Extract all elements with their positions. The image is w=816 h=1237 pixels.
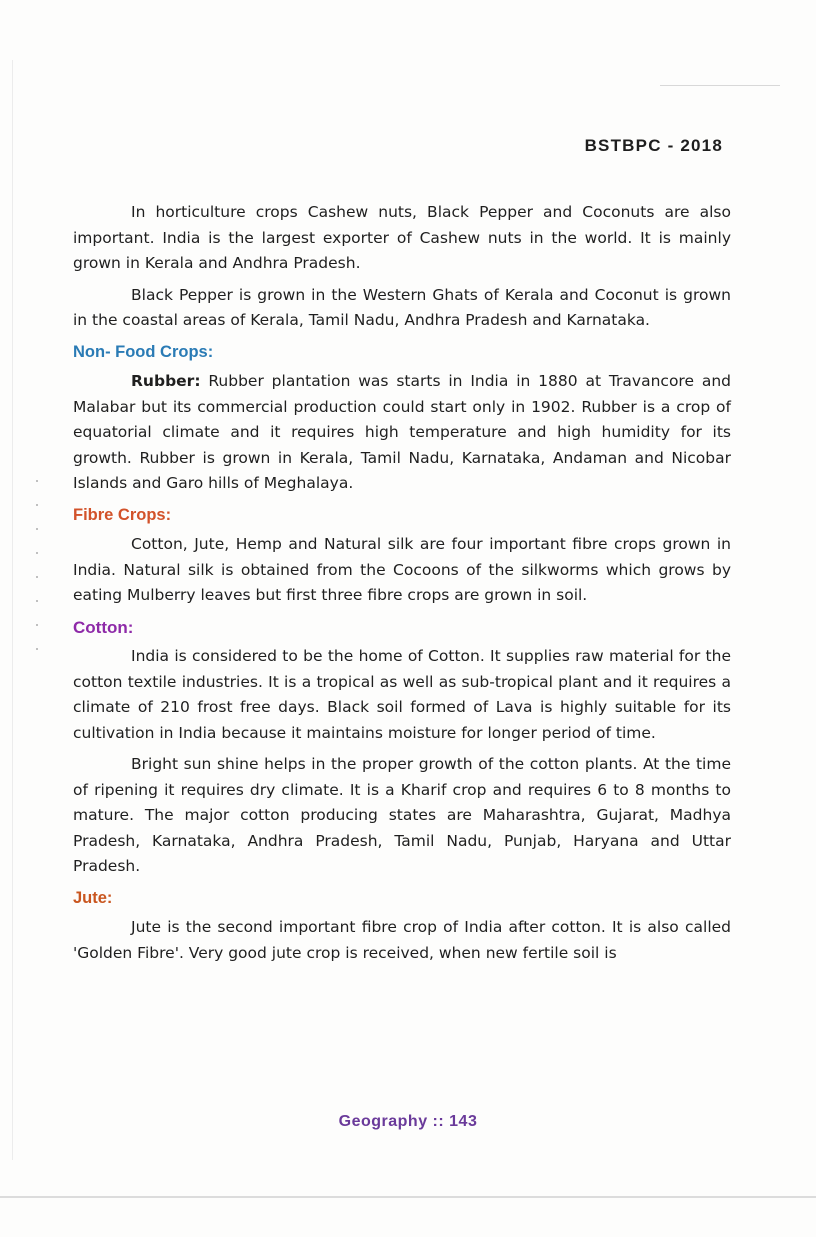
paragraph-cotton-home: India is considered to be the home of Cotton. It supplies raw material for the cotton textile industries. It is a tropical as well as sub-tropical plant and it requires a climate of 210 frost free days. Black soil formed of Lava is highly suitable for its cultivation in India because it maintains moisture for longer period of time. [73, 647, 731, 742]
page-header-code: BSTBPC - 2018 [584, 136, 723, 155]
rubber-lead: Rubber: [131, 372, 201, 390]
heading-jute: Jute: [73, 888, 113, 907]
heading-non-food-crops: Non- Food Crops: [73, 342, 214, 361]
margin-dots [36, 480, 40, 900]
paragraph-rubber [73, 369, 731, 497]
paragraph-jute: Jute is the second important fibre crop of India after cotton. It is also called 'Golden Fibre'. Very good jute crop is received, when new fertile soil is [73, 918, 731, 962]
page-content [73, 200, 731, 972]
top-rule [660, 85, 780, 86]
paragraph-cotton-growth: Bright sun shine helps in the proper growth of the cotton plants. At the time of ripening it requires dry climate. It is a Kharif crop and requires 6 to 8 months to mature. The major cotton producing states are Maharashtra, Gujarat, Madhya Pradesh, Karnataka, Andhra Pradesh, Tamil Nadu, Punjab, Haryana and Uttar Pradesh. [73, 755, 731, 875]
page-footer: Geography :: 143 [338, 1113, 478, 1130]
paragraph-fibre-crops: Cotton, Jute, Hemp and Natural silk are four important fibre crops grown in India. Natural silk is obtained from the Cocoons of the silkworms which grows by eating Mulberry leaves but first three fibre crops are grown in soil. [73, 535, 731, 604]
heading-fibre-crops: Fibre Crops: [73, 505, 172, 524]
bottom-rule [0, 1196, 816, 1198]
paragraph-horticulture: In horticulture crops Cashew nuts, Black Pepper and Coconuts are also important. India is the largest exporter of Cashew nuts in the world. It is mainly grown in Kerala and Andhra Pradesh. [73, 203, 731, 272]
page-edge [12, 60, 13, 1160]
rubber-text: Rubber plantation was starts in India in 1880 at Travancore and Malabar but its commercial production could start only in 1902. Rubber is a crop of equatorial climate and it requires high temperature and high humidity for its growth. Rubber is grown in Kerala, Tamil Nadu, Karnataka, Andaman and Nicobar Islands and Garo hills of Meghalaya. [73, 372, 731, 492]
paragraph-black-pepper: Black Pepper is grown in the Western Ghats of Kerala and Coconut is grown in the coastal areas of Kerala, Tamil Nadu, Andhra Pradesh and Karnataka. [73, 285, 731, 329]
heading-cotton: Cotton: [73, 617, 134, 637]
